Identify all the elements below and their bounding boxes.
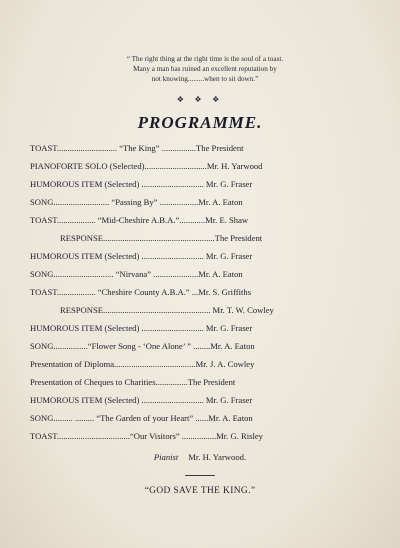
programme-item: TOAST.................. “Cheshire County A.B.A.” ...Mr. S. Griffiths xyxy=(30,287,252,297)
programme-item: Presentation of Diploma......................................Mr. J. A. Cowley xyxy=(30,359,255,369)
programme-item: HUMOROUS ITEM (Selected) ............................. Mr. G. Fraser xyxy=(30,395,253,405)
programme-item: SONG.......................... “Passing By” ..................Mr. A. Eaton xyxy=(30,197,243,207)
pianist-name: Mr. H. Yarwood. xyxy=(188,452,247,462)
programme-title: PROGRAMME. xyxy=(137,113,263,132)
quote-line-3: not knowing.........when to sit down.” xyxy=(151,75,259,83)
programme-item: TOAST............................ “The King” ................The President xyxy=(30,143,244,153)
programme-item: TOAST..................................“Our Visitors” ................Mr. G. Risley xyxy=(30,431,263,441)
quote-line-2: Many a man has ruined an excellent reputation by xyxy=(133,65,277,73)
quote-line-1: “ The right thing at the right time is the soul of a toast. xyxy=(126,55,284,63)
programme-item: HUMOROUS ITEM (Selected) ............................. Mr. G. Fraser xyxy=(30,323,253,333)
divider-rule xyxy=(185,475,215,476)
programme-item: SONG............................ “Nirvana” .....................Mr. A. Eaton xyxy=(30,269,243,279)
programme-item: SONG......... ......... “The Garden of your Heart” ......Mr. A. Eaton xyxy=(30,413,253,423)
programme-item: PIANOFORTE SOLO (Selected).............................Mr. H. Yarwood xyxy=(30,161,263,171)
programme-item: HUMOROUS ITEM (Selected) ............................. Mr. G. Fraser xyxy=(30,179,253,189)
programme-item: Presentation of Cheques to Charities...............The President xyxy=(30,377,236,387)
programme-item: SONG................“Flower Song - ‘One Alone’ ” ........Mr. A. Eaton xyxy=(30,341,255,351)
programme-item: HUMOROUS ITEM (Selected) ............................. Mr. G. Fraser xyxy=(30,251,253,261)
programme-item: RESPONSE....................................................The President xyxy=(60,233,263,243)
epigraph-quote xyxy=(60,54,350,84)
closing-line: “GOD SAVE THE KING.” xyxy=(144,486,256,496)
pianist-credit xyxy=(0,452,400,462)
programme-item: RESPONSE.................................................. Mr. T. W. Cowley xyxy=(60,305,274,315)
programme-item: TOAST.................. “Mid-Cheshire A.B.A.”............Mr. E. Shaw xyxy=(30,215,249,225)
ornament-divider: ❖ ❖ ❖ xyxy=(176,95,224,104)
pianist-label: Pianist xyxy=(153,452,179,462)
